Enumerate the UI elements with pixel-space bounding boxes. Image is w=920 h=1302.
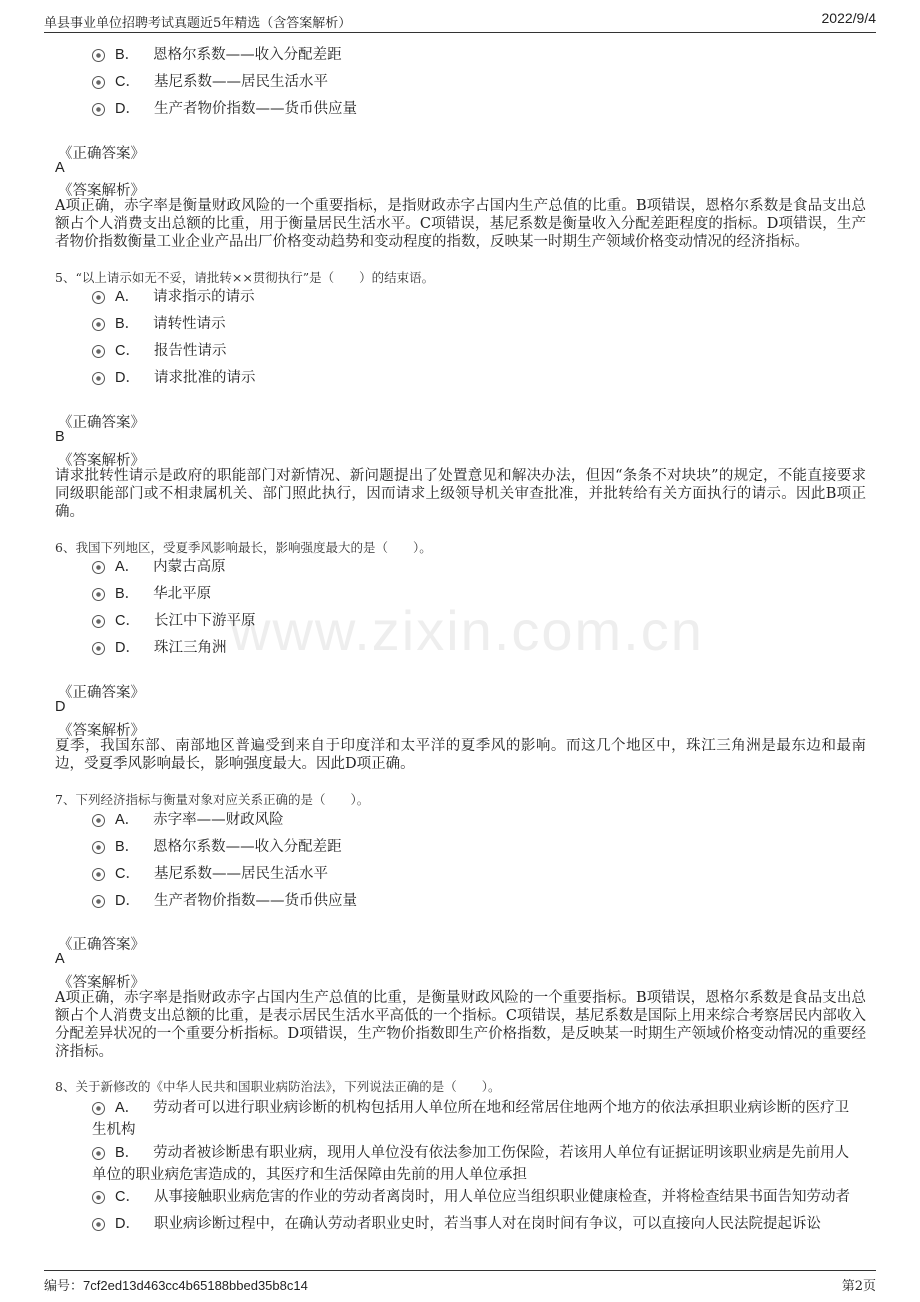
correct-answer-label: 《正确答案》 [58,146,145,162]
correct-answer-label: 《正确答案》 [58,937,145,953]
option-a[interactable]: A． 内蒙古高原 [92,557,226,577]
document-title: 单县事业单位招聘考试真题近5年精选（含答案解析） [44,16,352,31]
question-stem: 5、“以上请示如无不妥，请批转××贯彻执行”是（ ）的结束语。 [55,270,435,285]
analysis-text: 夏季，我国东部、南部地区普遍受到来自于印度洋和太平洋的夏季风的影响。而这几个地区中，珠江三角洲是最东边和最南边，受夏季风影响最长，影响强度最大。因此D项正确。 [55,738,866,772]
option-b[interactable]: B． 劳动者被诊断患有职业病，现用人单位没有依法参加工伤保险，若该用人单位有证据证明该职业病是先前用人单位的职业病危害造成的，其医疗和生活保障由先前的用人单位承担 [92,1145,850,1183]
option-b[interactable]: B． 恩格尔系数——收入分配差距 [92,837,342,857]
radio-icon[interactable] [92,291,105,304]
radio-icon[interactable] [92,372,105,385]
question-stem: 8、关于新修改的《中华人民共和国职业病防治法》，下列说法正确的是（ ）。 [55,1079,501,1094]
analysis-label: 《答案解析》 [58,453,145,469]
radio-icon[interactable] [92,1218,105,1231]
analysis-label: 《答案解析》 [58,723,145,739]
option-b[interactable]: B． 恩格尔系数——收入分配差距 [92,45,342,65]
correct-answer-label: 《正确答案》 [58,415,145,431]
question-stem: 7、下列经济指标与衡量对象对应关系正确的是（ ）。 [55,792,370,807]
page-footer [44,1270,876,1295]
document-code: 编号：7cf2ed13d463cc4b65188bbed35b8c14 [44,1278,308,1294]
analysis-label: 《答案解析》 [58,975,145,991]
document-date: 2022/9/4 [821,10,876,26]
analysis-label: 《答案解析》 [58,183,145,199]
radio-icon[interactable] [92,345,105,358]
option-c[interactable]: C． 长江中下游平原 [92,611,255,631]
radio-icon[interactable] [92,895,105,908]
option-a[interactable]: A． 赤字率——财政风险 [92,810,284,830]
radio-icon[interactable] [92,868,105,881]
correct-answer: B [55,429,65,445]
radio-icon[interactable] [92,561,105,574]
option-c[interactable]: C． 基尼系数——居民生活水平 [92,864,328,884]
radio-icon[interactable] [92,1147,105,1160]
analysis-text: 请求批转性请示是政府的职能部门对新情况、新问题提出了处置意见和解决办法，但因“条条不对块块”的规定，不能直接要求同级职能部门或不相隶属机关、部门照此执行，因而请求上级领导机关审查批准，并批转给有关方面执行的请示。因此B项正确。 [55,468,866,520]
correct-answer: A [55,160,65,176]
option-d[interactable]: D． 职业病诊断过程中，在确认劳动者职业史时，若当事人对在岗时间有争议，可以直接向人民法院提起诉讼 [92,1214,862,1234]
option-d[interactable]: D． 珠江三角洲 [92,638,226,658]
radio-icon[interactable] [92,1191,105,1204]
radio-icon[interactable] [92,841,105,854]
option-b[interactable]: B． 华北平原 [92,584,211,604]
radio-icon[interactable] [92,318,105,331]
correct-answer-label: 《正确答案》 [58,685,145,701]
option-c[interactable]: C． 从事接触职业病危害的作业的劳动者离岗时，用人单位应当组织职业健康检查，并将检查结果书面告知劳动者 [92,1187,862,1207]
radio-icon[interactable] [92,588,105,601]
option-d[interactable]: D． 生产者物价指数——货币供应量 [92,99,357,119]
radio-icon[interactable] [92,1102,105,1115]
option-a[interactable]: A． 请求指示的请示 [92,287,255,307]
option-a[interactable]: A． 劳动者可以进行职业病诊断的机构包括用人单位所在地和经常居住地两个地方的依法承担职业病诊断的医疗卫生机构 [92,1100,850,1138]
option-d[interactable]: D． 生产者物价指数——货币供应量 [92,891,357,911]
option-c[interactable]: C． 基尼系数——居民生活水平 [92,72,328,92]
radio-icon[interactable] [92,814,105,827]
page-header [44,10,876,33]
option-b[interactable]: B． 请转性请示 [92,314,226,334]
page-number: 第2页 [841,1279,876,1294]
question-stem: 6、我国下列地区，受夏季风影响最长，影响强度最大的是（ ）。 [55,540,432,555]
radio-icon[interactable] [92,103,105,116]
analysis-text: A项正确，赤字率是指财政赤字占国内生产总值的比重，是衡量财政风险的一个重要指标。B项错误，恩格尔系数是食品支出总额占个人消费支出总额的比重，是表示居民生活水平高低的一个指标。C项错误，基尼系数是国际上用来综合考察居民内部收入分配差异状况的一个重要分析指标。D项错误，生产物价指数即生产价格指数，是反映某一时期生产领域价格变动情况的重要经济指标。 [55,990,866,1060]
correct-answer: D [55,699,66,715]
radio-icon[interactable] [92,642,105,655]
watermark: www.zixin.com.cn [230,599,704,662]
correct-answer: A [55,951,65,967]
radio-icon[interactable] [92,76,105,89]
radio-icon[interactable] [92,49,105,62]
radio-icon[interactable] [92,615,105,628]
analysis-text: A项正确，赤字率是衡量财政风险的一个重要指标，是指财政赤字占国内生产总值的比重。B项错误，恩格尔系数是食品支出总额占个人消费支出总额的比重，用于衡量居民生活水平。C项错误，基尼系数是衡量收入分配差距程度的指标。D项错误，生产者物价指数衡量工业企业产品出厂价格变动趋势和变动程度的指数，反映某一时期生产领域价格变动情况的经济指标。 [55,198,866,250]
option-d[interactable]: D． 请求批准的请示 [92,368,255,388]
option-c[interactable]: C． 报告性请示 [92,341,226,361]
